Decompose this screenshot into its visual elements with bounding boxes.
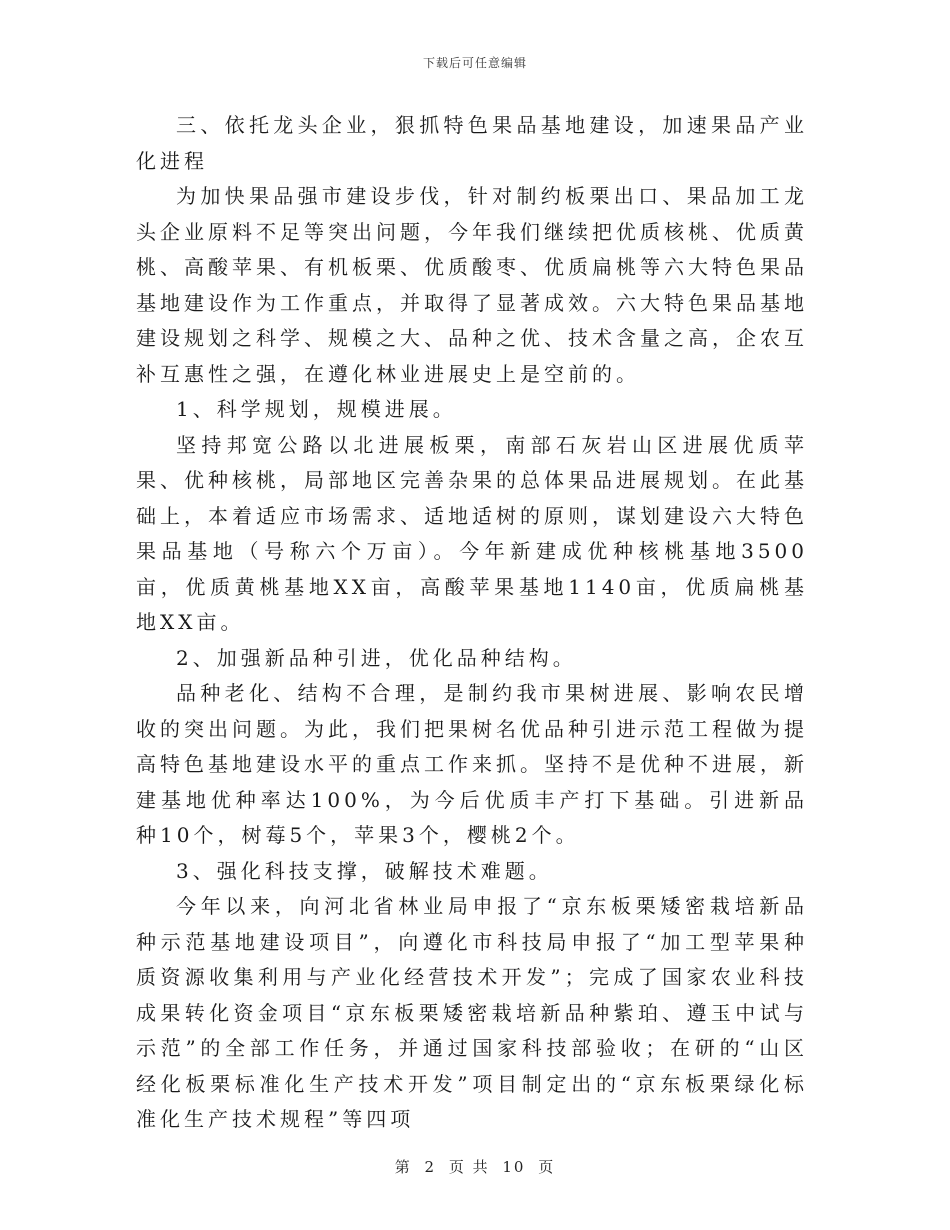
page-number: 2 (424, 1158, 437, 1176)
subsection-heading: 1、科学规划，规模进展。 (176, 397, 457, 421)
page-total: 10 (502, 1158, 526, 1176)
footer-suffix: 页 (538, 1158, 556, 1176)
page-header: 下载后可任意编辑 (422, 56, 527, 70)
page-footer (0, 1156, 950, 1177)
body-paragraph: 品种老化、结构不合理，是制约我市果树进展、影响农民增收的突出问题。为此，我们把果树名优品种引进示范工程做为提高特色基地建设水平的重点工作来抓。坚持不是优种不进展，新建基地优种率达100%，为今后优质丰产打下基础。引进新品种10个，树莓5个，苹果3个，樱桃2个。 (136, 681, 808, 847)
section-heading: 三、依托龙头企业，狠抓特色果品基地建设，加速果品产业化进程 (136, 113, 808, 173)
body-paragraph: 坚持邦宽公路以北进展板栗，南部石灰岩山区进展优质苹果、优种核桃，局部地区完善杂果的总体果品进展规划。在此基础上，本着适应市场需求、适地适树的原则，谋划建设六大特色果品基地（号称六个万亩）。今年新建成优种核桃基地3500亩，优质黄桃基地XX亩，高酸苹果基地1140亩，优质扁桃基地XX亩。 (136, 432, 808, 634)
body-paragraph: 为加快果品强市建设步伐，针对制约板栗出口、果品加工龙头企业原料不足等突出问题，今年我们继续把优质核桃、优质黄桃、高酸苹果、有机板栗、优质酸枣、优质扁桃等六大特色果品基地建设作为工作重点，并取得了显著成效。六大特色果品基地建设规划之科学、规模之大、品种之优、技术含量之高，企农互补互惠性之强，在遵化林业进展史上是空前的。 (136, 184, 808, 386)
document-body (136, 108, 808, 1138)
footer-mid: 页 共 (448, 1158, 490, 1176)
subsection-heading: 3、强化科技支撑，破解技术难题。 (176, 858, 553, 883)
body-paragraph: 今年以来，向河北省林业局申报了“京东板栗矮密栽培新品种示范基地建设项目”，向遵化市科技局申报了“加工型苹果种质资源收集利用与产业化经营技术开发”；完成了国家农业科技成果转化资金项目“京东板栗矮密栽培新品种紫珀、遵玉中试与示范”的全部工作任务，并通过国家科技部验收；在研的“山区经化板栗标准化生产技术开发”项目制定出的“京东板栗绿化标准化生产技术规程”等四项 (136, 894, 808, 1131)
subsection-heading: 2、加强新品种引进，优化品种结构。 (176, 645, 577, 670)
footer-prefix: 第 (394, 1158, 412, 1176)
